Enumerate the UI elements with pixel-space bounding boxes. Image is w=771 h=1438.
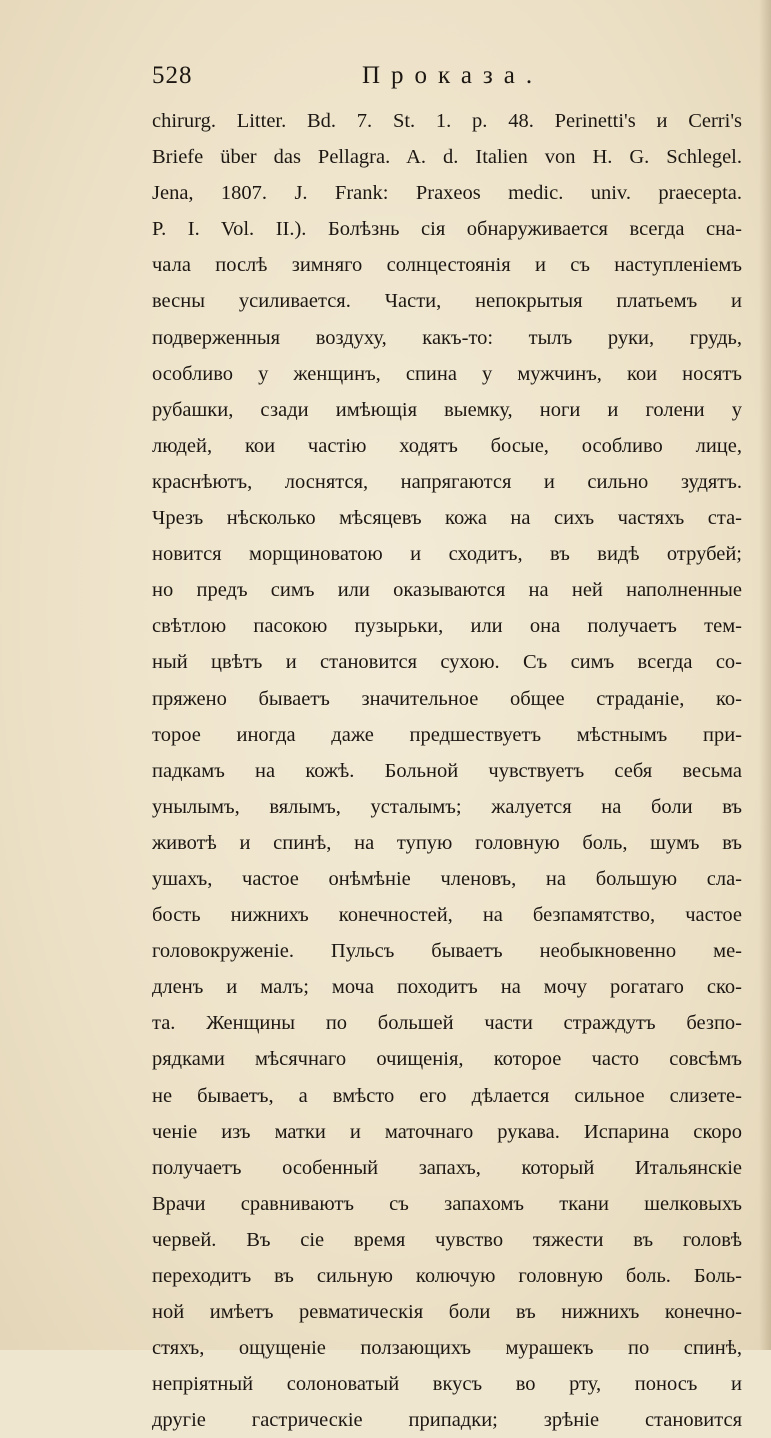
text-line: новится морщиноватою и сходитъ, въ видѣ отрубей;: [152, 543, 742, 566]
text-line: людей, кои частію ходятъ босые, особливо лице,: [152, 434, 742, 457]
text-line: ный цвѣтъ и становится сухою. Съ симъ всегда со-: [152, 651, 742, 674]
text-line: торое иногда даже предшествуетъ мѣстнымъ при-: [152, 723, 742, 746]
page-header: [152, 62, 742, 102]
text-line: та. Женщины по большей части страждутъ безпо-: [152, 1012, 742, 1035]
text-line: рядками мѣсячнаго очищенія, которое часто совсѣмъ: [152, 1048, 742, 1071]
page-edge-shadow: [759, 0, 771, 1350]
text-line: P. I. Vol. II.). Болѣзнь сія обнаруживается всегда сна-: [152, 218, 742, 241]
text-line: Briefe über das Pellagra. A. d. Italien von H. G. Schlegel.: [152, 146, 742, 169]
text-line: животѣ и спинѣ, на тупую головную боль, шумъ въ: [152, 831, 742, 854]
text-line: головокруженіе. Пульсъ бываетъ необыкновенно ме-: [152, 940, 742, 963]
text-line: подверженныя воздуху, какъ-то: тылъ руки, грудь,: [152, 326, 742, 349]
text-line: ной имѣетъ ревматическія боли въ нижнихъ конечно-: [152, 1301, 742, 1324]
text-line: не бываетъ, а вмѣсто его дѣлается сильное слизете-: [152, 1084, 742, 1107]
text-line: переходитъ въ сильную колючую головную боль. Боль-: [152, 1265, 742, 1287]
text-line: стяхъ, ощущеніе ползающихъ мурашекъ по спинѣ,: [152, 1337, 742, 1360]
text-line: ченіе изъ матки и маточнаго рукава. Испарина скоро: [152, 1120, 742, 1143]
text-line: Врачи сравниваютъ съ запахомъ ткани шелковыхъ: [152, 1192, 742, 1215]
text-line: пряжено бываетъ значительное общее страданіе, ко-: [152, 687, 742, 710]
text-line: chirurg. Litter. Bd. 7. St. 1. p. 48. Perinetti's и Cerri's: [152, 110, 742, 132]
text-line: непріятный солоноватый вкусъ во рту, поносъ и: [152, 1373, 742, 1396]
text-line: падкамъ на кожѣ. Больной чувствуетъ себя весьма: [152, 759, 742, 782]
text-line: рубашки, сзади имѣющія выемку, ноги и голени у: [152, 398, 742, 421]
text-line: чала послѣ зимняго солнцестоянія и съ наступленіемъ: [152, 254, 742, 277]
text-line: унылымъ, вялымъ, усталымъ; жалуется на боли въ: [152, 795, 742, 818]
text-line: Чрезъ нѣсколько мѣсяцевъ кожа на сихъ частяхъ ста-: [152, 507, 742, 530]
text-line: червей. Въ сіе время чувство тяжести въ головѣ: [152, 1228, 742, 1251]
text-line: ушахъ, частое онѣмѣніе членовъ, на большую сла-: [152, 867, 742, 890]
text-line: особливо у женщинъ, спина у мужчинъ, кои носятъ: [152, 362, 742, 385]
text-line: Jena, 1807. J. Frank: Praxeos medic. univ. praecepta.: [152, 182, 742, 205]
text-line: свѣтлою пасокою пузырьки, или она получаетъ тем-: [152, 615, 742, 638]
text-line: но предъ симъ или оказываются на ней наполненные: [152, 579, 742, 602]
text-line: краснѣютъ, лоснятся, напрягаются и сильно зудятъ.: [152, 470, 742, 493]
running-title: Проказа.: [362, 62, 544, 89]
body-text: [152, 103, 742, 1438]
text-line: бость нижнихъ конечностей, на безпамятство, частое: [152, 904, 742, 927]
text-line: весны усиливается. Части, непокрытыя платьемъ и: [152, 290, 742, 313]
text-line: дленъ и малъ; моча походитъ на мочу рогатаго ско-: [152, 976, 742, 999]
page-number: 528: [152, 62, 193, 89]
text-line: другіе гастрическіе припадки; зрѣніе становится: [152, 1409, 742, 1432]
text-line: получаетъ особенный запахъ, который Итальянскіе: [152, 1156, 742, 1179]
